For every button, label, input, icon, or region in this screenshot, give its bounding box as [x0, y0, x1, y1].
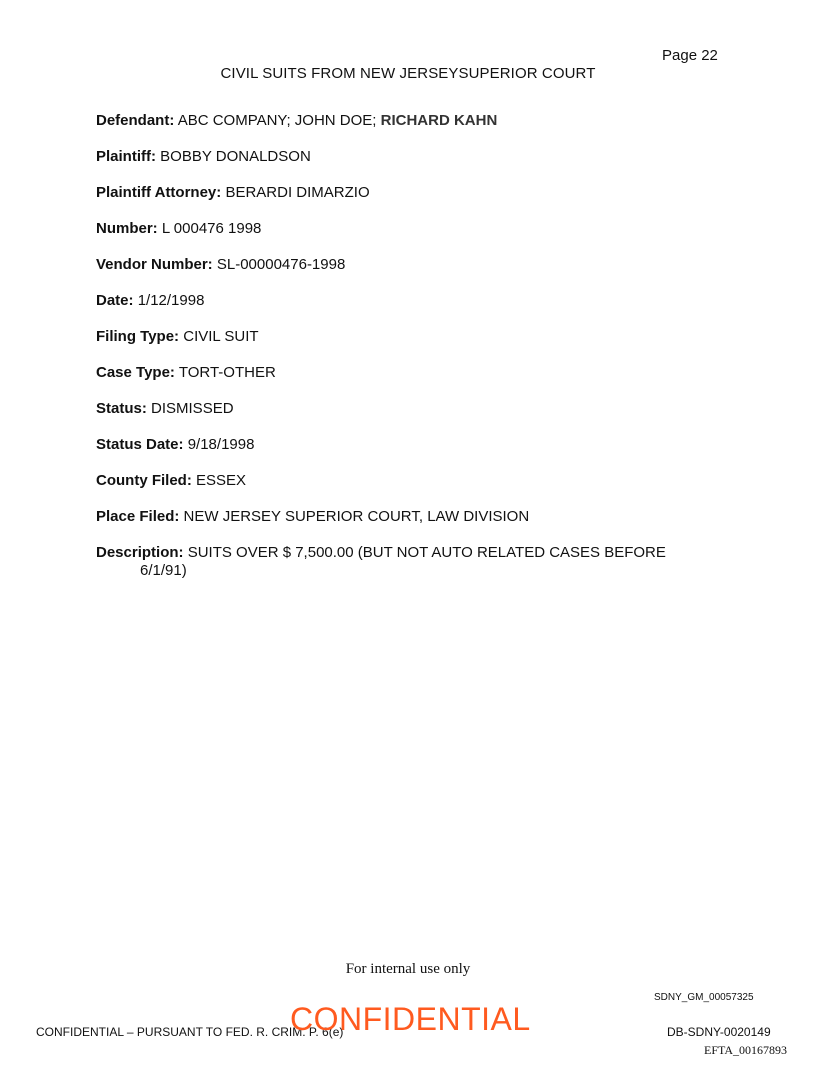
- bates-number-db: DB-SDNY-0020149: [667, 1025, 771, 1039]
- field-label: Plaintiff:: [96, 148, 156, 165]
- confidential-notice: CONFIDENTIAL – PURSUANT TO FED. R. CRIM. P. 6(e): [36, 1025, 344, 1039]
- field-value: 1/12/1998: [137, 292, 205, 309]
- field-label: Status:: [96, 400, 147, 417]
- page-number: Page 22: [662, 47, 718, 64]
- field-plaintiff-attorney: [96, 184, 716, 202]
- field-value-emphasized: RICHARD KAHN: [380, 112, 498, 129]
- field-value: ABC COMPANY; JOHN DOE;: [177, 112, 377, 129]
- field-place-filed: [96, 508, 716, 526]
- field-label: Status Date:: [96, 436, 184, 453]
- field-date: [96, 292, 716, 310]
- field-value: DISMISSED: [151, 400, 234, 417]
- document-title: CIVIL SUITS FROM NEW JERSEYSUPERIOR COURT: [220, 65, 596, 82]
- field-label: Date:: [96, 292, 134, 309]
- field-number: [96, 220, 716, 238]
- field-value: ESSEX: [196, 472, 247, 489]
- field-value: BOBBY DONALDSON: [160, 148, 311, 165]
- field-defendant: [96, 112, 716, 130]
- field-description: [96, 544, 716, 580]
- field-filing-type: [96, 328, 716, 346]
- field-label: Defendant:: [96, 112, 175, 129]
- field-value: TORT-OTHER: [178, 364, 276, 381]
- field-label: Place Filed:: [96, 508, 180, 525]
- field-value: L 000476 1998: [161, 220, 262, 237]
- record-fields: [96, 112, 716, 598]
- field-label: Vendor Number:: [96, 256, 213, 273]
- field-status: [96, 400, 716, 418]
- field-case-type: [96, 364, 716, 382]
- field-value-continuation: 6/1/91): [140, 562, 187, 579]
- field-value: 9/18/1998: [187, 436, 255, 453]
- field-label: Filing Type:: [96, 328, 180, 345]
- internal-use-note: For internal use only: [345, 961, 471, 977]
- confidential-stamp: CONFIDENTIAL: [290, 1001, 531, 1037]
- field-plaintiff: [96, 148, 716, 166]
- field-label: Case Type:: [96, 364, 175, 381]
- field-label: Description:: [96, 544, 184, 561]
- field-label: County Filed:: [96, 472, 192, 489]
- field-value: CIVIL SUIT: [183, 328, 259, 345]
- field-value: SL-00000476-1998: [216, 256, 346, 273]
- field-county-filed: [96, 472, 716, 490]
- field-status-date: [96, 436, 716, 454]
- bates-number-gm: SDNY_GM_00057325: [654, 992, 754, 1003]
- field-vendor-number: [96, 256, 716, 274]
- field-label: Number:: [96, 220, 158, 237]
- efta-number: EFTA_00167893: [704, 1043, 788, 1057]
- field-value: BERARDI DIMARZIO: [225, 184, 370, 201]
- field-label: Plaintiff Attorney:: [96, 184, 222, 201]
- field-value: SUITS OVER $ 7,500.00 (BUT NOT AUTO RELATED CASES BEFORE: [187, 544, 666, 561]
- field-value: NEW JERSEY SUPERIOR COURT, LAW DIVISION: [183, 508, 530, 525]
